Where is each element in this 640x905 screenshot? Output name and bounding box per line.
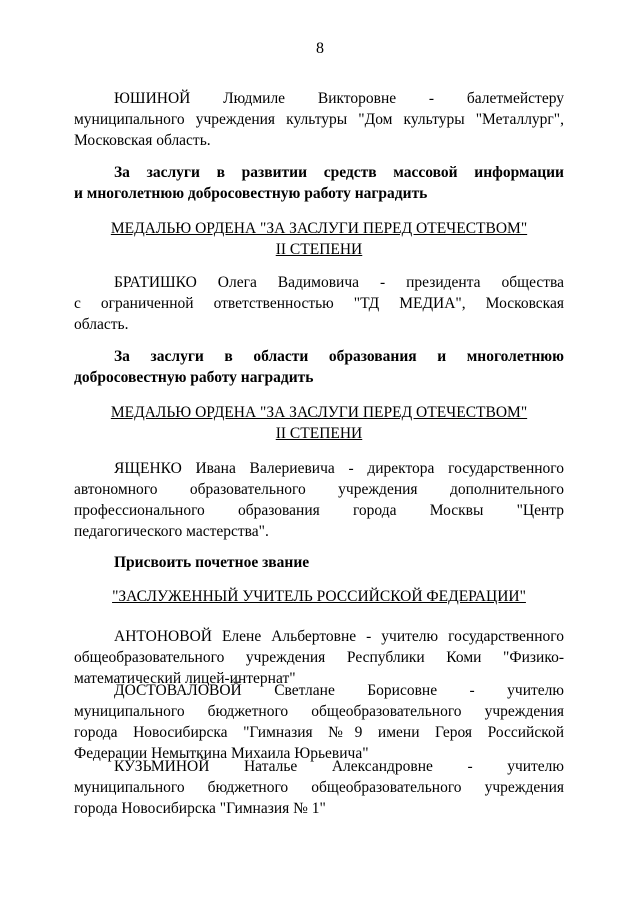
- text-line: II СТЕПЕНИ: [275, 425, 363, 442]
- entry-dostovalova: [74, 680, 564, 764]
- text-line: и многолетнюю добросовестную работу наградить: [74, 185, 428, 202]
- text-line: муниципального бюджетного общеобразовательного учреждения: [74, 779, 564, 796]
- text-line: За заслуги в развитии средств массовой информации: [114, 164, 564, 181]
- text-line: область.: [74, 316, 129, 333]
- page-number: 8: [316, 40, 324, 57]
- medal-title-2: [74, 402, 564, 444]
- text-line: МЕДАЛЬЮ ОРДЕНА "ЗА ЗАСЛУГИ ПЕРЕД ОТЕЧЕСТВОМ": [110, 404, 528, 421]
- text-line: с ограниченной ответственностью "ТД МЕДИА", Московская: [74, 295, 564, 312]
- medal-title-1: [74, 218, 564, 260]
- text-line: муниципального учреждения культуры "Дом культуры "Металлург",: [74, 111, 564, 128]
- entry-bratishko: [74, 272, 564, 335]
- text-line: Московская область.: [74, 132, 211, 149]
- text-line: автономного образовательного учреждения дополнительного: [74, 481, 564, 498]
- text-line: II СТЕПЕНИ: [275, 241, 363, 258]
- text-line: МЕДАЛЬЮ ОРДЕНА "ЗА ЗАСЛУГИ ПЕРЕД ОТЕЧЕСТВОМ": [110, 220, 528, 237]
- title-grant-heading: Присвоить почетное звание: [114, 554, 310, 571]
- entry-yashchenko: [74, 458, 564, 542]
- award-heading-media: [74, 162, 564, 204]
- text-line: города Новосибирска "Гимназия № 1": [74, 800, 326, 817]
- text-line: ДОСТОВАЛОВОЙ Светлане Борисовне - учителю: [114, 682, 564, 699]
- honorary-title: "ЗАСЛУЖЕННЫЙ УЧИТЕЛЬ РОССИЙСКОЙ ФЕДЕРАЦИИ": [112, 588, 526, 605]
- text-line: ЯЩЕНКО Ивана Валериевича - директора государственного: [114, 460, 564, 477]
- text-line: добросовестную работу наградить: [74, 369, 314, 386]
- text-line: ЮШИНОЙ Людмиле Викторовне - балетмейстеру: [114, 90, 564, 107]
- text-line: профессионального образования города Москвы "Центр: [74, 502, 564, 519]
- entry-yushina: [74, 88, 564, 151]
- text-line: За заслуги в области образования и многолетнюю: [114, 348, 564, 365]
- text-line: математический лицей-интернат": [74, 670, 296, 687]
- text-line: Федерации Немыткина Михаила Юрьевича": [74, 745, 369, 762]
- text-line: педагогического мастерства".: [74, 523, 269, 540]
- text-line: муниципального бюджетного общеобразовательного учреждения: [74, 703, 564, 720]
- text-line: города Новосибирска "Гимназия №9 имени Героя Российской: [74, 724, 564, 741]
- text-line: КУЗЬМИНОЙ Наталье Александровне - учителю: [114, 758, 564, 775]
- text-line: общеобразовательного учреждения Республики Коми "Физико-: [74, 649, 564, 666]
- award-heading-education: [74, 346, 564, 388]
- text-line: АНТОНОВОЙ Елене Альбертовне - учителю государственного: [114, 628, 564, 645]
- text-line: БРАТИШКО Олега Вадимовича - президента общества: [114, 274, 564, 291]
- entry-kuzmina: [74, 756, 564, 819]
